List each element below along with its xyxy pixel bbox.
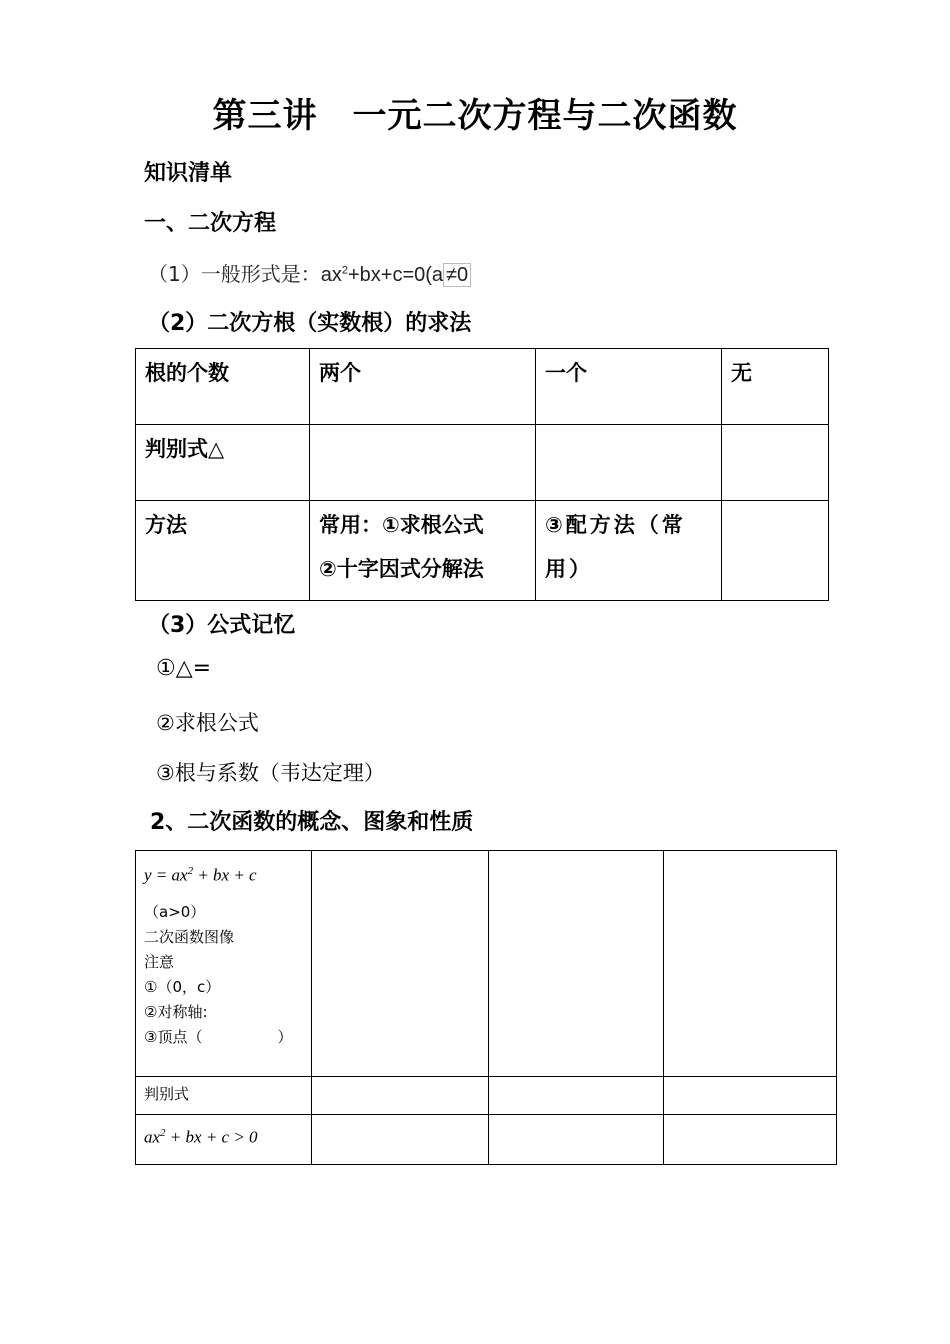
method-completing-line2: 用） bbox=[545, 557, 593, 581]
roots-method-heading: （2）二次方根（实数根）的求法 bbox=[148, 311, 472, 336]
formula-exponent: 2 bbox=[160, 1127, 166, 1139]
table-cell bbox=[664, 1077, 837, 1115]
table-cell bbox=[312, 1077, 489, 1115]
method-common-line1: 常用：①求根公式 bbox=[319, 513, 484, 537]
table-cell bbox=[664, 1115, 837, 1165]
method-common-line2: ②十字因式分解法 bbox=[319, 557, 484, 581]
section2-heading: 2、二次函数的概念、图象和性质 bbox=[150, 810, 474, 835]
table-cell: 根的个数 bbox=[136, 349, 310, 425]
formula-part: + bx + c > 0 bbox=[165, 1127, 258, 1147]
formula-part: +bx+c=0(a bbox=[347, 264, 444, 286]
inequality-formula bbox=[144, 1127, 303, 1148]
memo-item-vieta: ③根与系数（韦达定理） bbox=[156, 761, 385, 785]
formula-part: y = ax bbox=[144, 865, 188, 885]
table-cell bbox=[664, 851, 837, 1077]
table-cell bbox=[310, 501, 536, 601]
page-title: 第三讲 一元二次方程与二次函数 bbox=[212, 96, 738, 136]
table-cell bbox=[536, 425, 722, 501]
formula-neq-box: ≠0 bbox=[443, 263, 471, 287]
table-cell bbox=[536, 501, 722, 601]
formula-part: ax bbox=[320, 264, 342, 286]
table-cell: 判别式△ bbox=[136, 425, 310, 501]
table-row bbox=[136, 1077, 837, 1115]
formula-exponent: 2 bbox=[187, 865, 194, 877]
table-row bbox=[136, 349, 829, 425]
table-cell bbox=[136, 1115, 312, 1165]
general-form-label: （1）一般形式是： bbox=[148, 262, 321, 286]
formula-part: ax bbox=[144, 1127, 161, 1147]
memo-item-discriminant: ①△= bbox=[156, 656, 212, 681]
table-row bbox=[136, 501, 829, 601]
general-form-formula bbox=[321, 264, 471, 286]
condition-text: （a>0） bbox=[144, 902, 206, 921]
table-cell bbox=[312, 851, 489, 1077]
function-formula bbox=[144, 865, 303, 886]
table-cell bbox=[722, 425, 829, 501]
general-form-line bbox=[148, 258, 471, 287]
graph-label: 二次函数图像 bbox=[144, 927, 235, 946]
note-axis: ②对称轴: bbox=[144, 1002, 208, 1021]
formula-memo-heading: （3）公式记忆 bbox=[148, 613, 296, 638]
table-cell: 一个 bbox=[536, 349, 722, 425]
table-cell: 方法 bbox=[136, 501, 310, 601]
table-cell bbox=[489, 1077, 664, 1115]
quadratic-function-table bbox=[135, 850, 837, 1165]
note-vertex: ③顶点（ ） bbox=[144, 1027, 293, 1046]
table-cell bbox=[489, 851, 664, 1077]
note-label: 注意 bbox=[144, 952, 175, 971]
table-cell: 无 bbox=[722, 349, 829, 425]
table-cell bbox=[136, 851, 312, 1077]
table-cell: 两个 bbox=[310, 349, 536, 425]
memo-item-root-formula: ②求根公式 bbox=[156, 711, 259, 735]
table-row bbox=[136, 851, 837, 1077]
formula-exponent: 2 bbox=[341, 264, 348, 277]
roots-table bbox=[135, 348, 829, 601]
table-cell bbox=[722, 501, 829, 601]
table-cell bbox=[489, 1115, 664, 1165]
formula-part: + bx + c bbox=[193, 865, 257, 885]
table-cell bbox=[312, 1115, 489, 1165]
table-cell bbox=[310, 425, 536, 501]
table-row bbox=[136, 425, 829, 501]
knowledge-list-heading: 知识清单 bbox=[144, 161, 233, 186]
table-row bbox=[136, 1115, 837, 1165]
table-cell: 判别式 bbox=[136, 1077, 312, 1115]
method-completing-line1: ③配方法（常 bbox=[545, 513, 686, 537]
note-intercept: ①（0，c） bbox=[144, 977, 221, 996]
section1-heading: 一、二次方程 bbox=[144, 211, 277, 236]
